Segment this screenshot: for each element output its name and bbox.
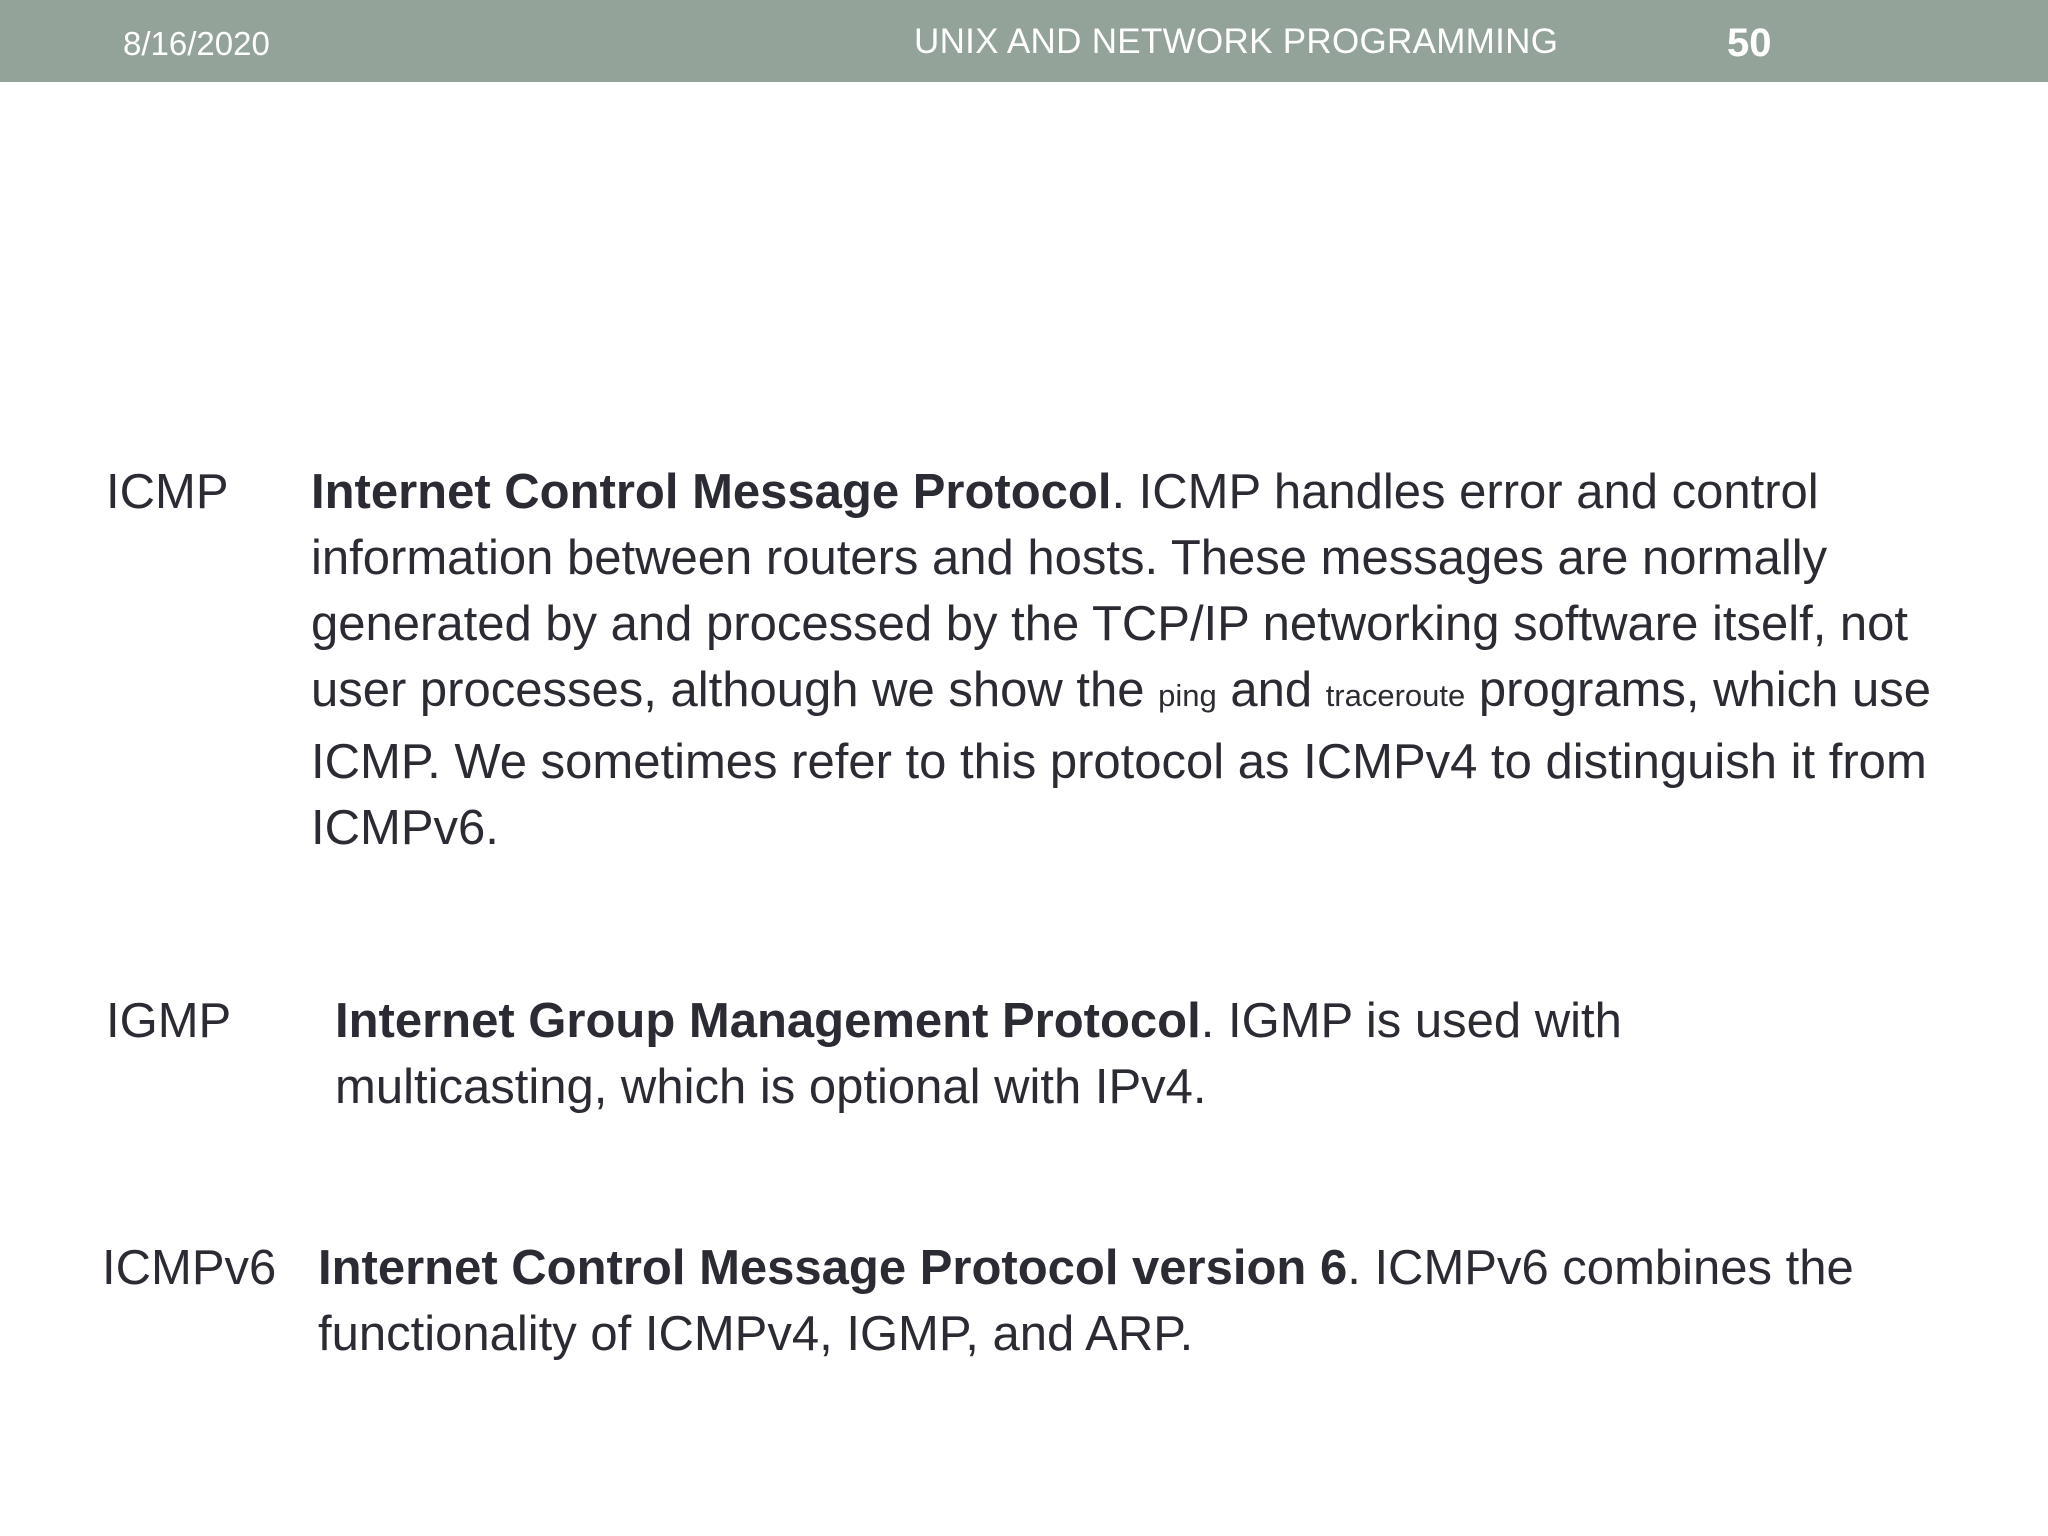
header-date: 8/16/2020 — [123, 25, 270, 62]
definition-icmpv6-heading: Internet Control Message Protocol version 6 — [318, 1241, 1348, 1295]
definition-icmp-heading: Internet Control Message Protocol — [311, 465, 1112, 519]
definition-icmpv6 — [318, 1235, 1938, 1367]
term-icmp: ICMP — [106, 465, 229, 519]
page-number: 50 — [1727, 21, 1772, 65]
command-traceroute: traceroute — [1325, 678, 1466, 713]
definition-icmp — [311, 459, 1931, 861]
header-title: UNIX AND NETWORK PROGRAMMING — [914, 22, 1559, 61]
definition-icmpv6-text: . ICMPv6 combines the functionality of ICMPv4, IGMP, and ARP. — [318, 1241, 1854, 1361]
definition-igmp — [335, 988, 1895, 1120]
definition-icmp-text-3: programs, which use ICMP. We sometimes refer to this protocol as ICMPv4 to distinguish it from ICMPv6. — [311, 663, 1931, 855]
header-bar — [0, 0, 2048, 82]
term-icmpv6: ICMPv6 — [102, 1241, 277, 1295]
definition-igmp-text: . IGMP is used with multicasting, which is optional with IPv4. — [335, 994, 1622, 1114]
definition-icmp-text-2: and — [1216, 663, 1326, 717]
term-igmp: IGMP — [106, 994, 232, 1048]
definition-igmp-heading: Internet Group Management Protocol — [335, 994, 1201, 1048]
definition-icmp-text-1: . ICMP handles error and control information between routers and hosts. These messages are normally generated by and processed by the TCP/IP networking software itself, not user processes, although we show the — [311, 465, 1909, 717]
command-ping: ping — [1158, 678, 1217, 713]
